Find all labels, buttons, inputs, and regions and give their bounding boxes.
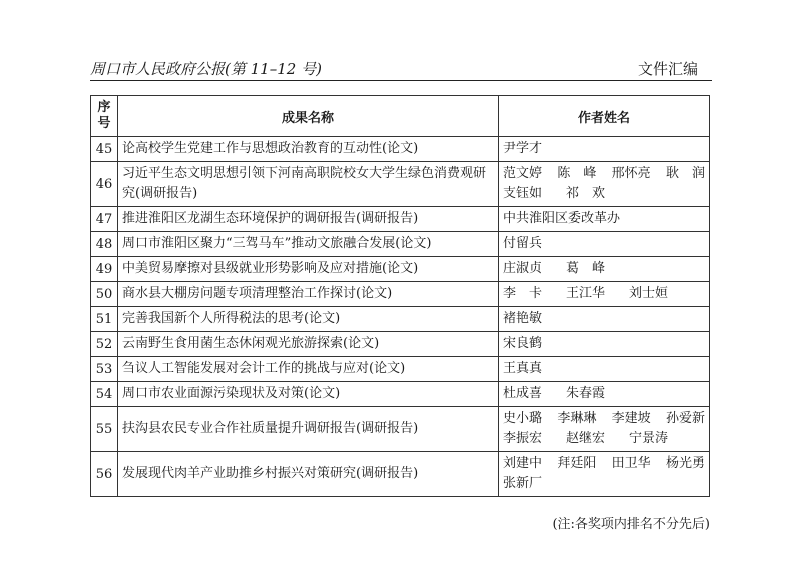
result-title: 商水县大棚房问题专项清理整治工作探讨(论文) bbox=[118, 282, 499, 307]
author-name: 宁景涛 bbox=[629, 431, 669, 446]
row-number: 49 bbox=[91, 257, 118, 282]
table-row bbox=[91, 452, 710, 497]
result-title: 论高校学生党建工作与思想政治教育的互动性(论文) bbox=[118, 137, 499, 162]
table-row bbox=[91, 407, 710, 452]
row-number: 55 bbox=[91, 407, 118, 452]
author-name: 李 卡 bbox=[503, 286, 543, 301]
author-name: 尹学才 bbox=[503, 141, 543, 156]
author-line bbox=[503, 284, 705, 304]
author-line bbox=[503, 454, 705, 474]
row-number: 52 bbox=[91, 332, 118, 357]
author-line bbox=[503, 429, 705, 449]
table-row bbox=[91, 357, 710, 382]
author-line bbox=[503, 139, 705, 159]
author-name: 宋良鹤 bbox=[503, 336, 543, 351]
author-name: 葛 峰 bbox=[566, 261, 606, 276]
row-number: 48 bbox=[91, 232, 118, 257]
header-divider bbox=[90, 80, 712, 81]
author-name: 李振宏 bbox=[503, 431, 543, 446]
result-title: 周口市农业面源污染现状及对策(论文) bbox=[118, 382, 499, 407]
results-table bbox=[90, 95, 710, 497]
author-name: 褚艳敏 bbox=[503, 311, 543, 326]
table-body bbox=[91, 137, 710, 497]
footnote: (注:各奖项内排名不分先后) bbox=[552, 517, 710, 532]
row-number: 56 bbox=[91, 452, 118, 497]
author-cell bbox=[499, 162, 710, 207]
row-number: 53 bbox=[91, 357, 118, 382]
author-cell bbox=[499, 452, 710, 497]
author-cell bbox=[499, 257, 710, 282]
page-header bbox=[90, 58, 710, 80]
result-title: 扶沟县农民专业合作社质量提升调研报告(调研报告) bbox=[118, 407, 499, 452]
author-name: 中共淮阳区委改革办 bbox=[503, 211, 621, 226]
row-number: 54 bbox=[91, 382, 118, 407]
author-line bbox=[503, 409, 705, 429]
table-row bbox=[91, 257, 710, 282]
author-line bbox=[503, 164, 705, 184]
author-name: 王江华 bbox=[566, 286, 606, 301]
table-row bbox=[91, 332, 710, 357]
author-cell bbox=[499, 357, 710, 382]
author-name: 王真真 bbox=[503, 361, 543, 376]
result-title: 周口市淮阳区聚力“三驾马车”推动文旅融合发展(论文) bbox=[118, 232, 499, 257]
author-line bbox=[503, 184, 705, 204]
column-header-authors: 作者姓名 bbox=[499, 96, 710, 137]
result-title: 中美贸易摩擦对县级就业形势影响及应对措施(论文) bbox=[118, 257, 499, 282]
author-name: 孙爱新 bbox=[665, 411, 705, 426]
result-title: 习近平生态文明思想引领下河南高职院校女大学生绿色消费观研究(调研报告) bbox=[118, 162, 499, 207]
author-cell bbox=[499, 232, 710, 257]
author-cell bbox=[499, 137, 710, 162]
author-name: 田卫华 bbox=[611, 456, 651, 471]
table-row bbox=[91, 162, 710, 207]
author-cell bbox=[499, 307, 710, 332]
author-name: 陈 峰 bbox=[557, 166, 597, 181]
author-line bbox=[503, 309, 705, 329]
bulletin-title: 周口市人民政府公报(第 11–12 号) bbox=[90, 60, 322, 78]
author-line bbox=[503, 259, 705, 279]
row-number: 47 bbox=[91, 207, 118, 232]
author-name: 朱春霞 bbox=[566, 386, 606, 401]
author-name: 付留兵 bbox=[503, 236, 543, 251]
result-title: 发展现代肉羊产业助推乡村振兴对策研究(调研报告) bbox=[118, 452, 499, 497]
author-line bbox=[503, 359, 705, 379]
author-name: 李建坡 bbox=[611, 411, 651, 426]
author-cell bbox=[499, 382, 710, 407]
author-name: 拜廷阳 bbox=[557, 456, 597, 471]
table-row bbox=[91, 232, 710, 257]
table-row bbox=[91, 207, 710, 232]
row-number: 51 bbox=[91, 307, 118, 332]
author-name: 杨光勇 bbox=[665, 456, 705, 471]
row-number: 45 bbox=[91, 137, 118, 162]
column-header-no: 序号 bbox=[91, 96, 118, 137]
author-name: 庄淑贞 bbox=[503, 261, 543, 276]
author-cell bbox=[499, 207, 710, 232]
author-name: 范文婷 bbox=[503, 166, 543, 181]
table-row bbox=[91, 382, 710, 407]
author-name: 赵继宏 bbox=[566, 431, 606, 446]
author-name: 杜成喜 bbox=[503, 386, 543, 401]
author-name: 刘建中 bbox=[503, 456, 543, 471]
author-cell bbox=[499, 332, 710, 357]
author-cell bbox=[499, 407, 710, 452]
row-number: 46 bbox=[91, 162, 118, 207]
result-title: 刍议人工智能发展对会计工作的挑战与应对(论文) bbox=[118, 357, 499, 382]
author-name: 史小璐 bbox=[503, 411, 543, 426]
author-name: 邢怀亮 bbox=[611, 166, 651, 181]
column-header-title: 成果名称 bbox=[118, 96, 499, 137]
author-line bbox=[503, 209, 705, 229]
table-row bbox=[91, 137, 710, 162]
author-name: 刘士姮 bbox=[629, 286, 669, 301]
section-title: 文件汇编 bbox=[637, 60, 698, 78]
table-row bbox=[91, 282, 710, 307]
author-line bbox=[503, 384, 705, 404]
table-header-row bbox=[91, 96, 710, 137]
author-name: 张新厂 bbox=[503, 476, 543, 491]
row-number: 50 bbox=[91, 282, 118, 307]
result-title: 完善我国新个人所得税法的思考(论文) bbox=[118, 307, 499, 332]
table-row bbox=[91, 307, 710, 332]
author-name: 支钰如 bbox=[503, 186, 543, 201]
result-title: 云南野生食用菌生态休闲观光旅游探索(论文) bbox=[118, 332, 499, 357]
author-line bbox=[503, 234, 705, 254]
author-line bbox=[503, 334, 705, 354]
author-name: 耿 润 bbox=[665, 166, 705, 181]
result-title: 推进淮阳区龙湖生态环境保护的调研报告(调研报告) bbox=[118, 207, 499, 232]
author-line bbox=[503, 474, 705, 494]
author-name: 李琳琳 bbox=[557, 411, 597, 426]
author-cell bbox=[499, 282, 710, 307]
author-name: 祁 欢 bbox=[566, 186, 606, 201]
